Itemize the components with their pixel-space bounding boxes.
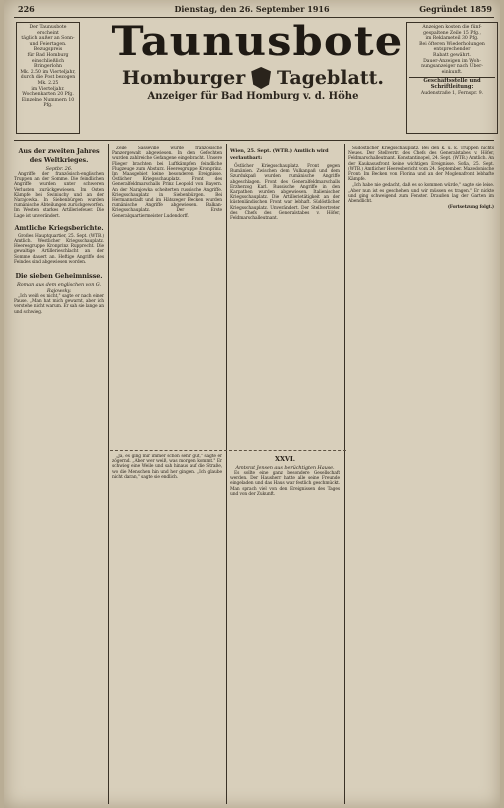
advert-line: Rabatt gewährt. (433, 52, 471, 58)
feuilleton-text: Es sollte eine ganz besondere Gesellschaft werden. Der Hausherr hatte alle seine Freunde eingeladen und das Haus war festlich geschmückt. Man sprach viel von den Ereignissen des Tages und von der Zukunft. (230, 471, 340, 497)
column-4-text-2: „Ich habe nie gedacht, daß es so kommen würde," sagte sie leise. „Aber nun ist es geschehen und wir müssen es tragen." Er nickte und ging schweigend zum Fenster. Draußen lag der Garten im Abendlicht. (348, 183, 494, 205)
subscription-line: Wochenkarten 20 Pfg. (22, 92, 74, 98)
subscription-line: für Bad Homburg (27, 52, 69, 58)
advert-line: einkunft. (441, 69, 463, 75)
column-separator (108, 144, 109, 804)
advert-line: Bei öfteren Wiederholungen (419, 41, 485, 47)
newspaper-subtitle (122, 66, 384, 90)
column-4-text: Südöstlicher Kriegsschauplatz. Bei den k. u. k. Truppen nichts Neues. Der Stellvertr. des Chefs des Generalstabes v. Höfer, Feldmarschalleutnant. Konstantinopel, 24. Sept. (WTB.) Amtlich. An der Kaukasusfront keine wichtigen Ereignisse. Sofia, 25. Sept. (WTB.) Amtlicher Heeresbericht vom 24. September. Mazedonische Front: Im Becken von Florina und an der Moglenafront lebhafte Kämpfe. (348, 146, 494, 183)
subscription-line: täglich außer an Sonn- (21, 36, 75, 42)
official-reports-heading: Amtliche Kriegsberichte. (14, 223, 104, 232)
column-2-lower (112, 454, 222, 804)
advert-lines (409, 25, 495, 75)
column-1 (14, 146, 104, 806)
subscription-line: Mk. 2.25 (37, 80, 59, 86)
masthead (111, 18, 404, 130)
issue-date: Dienstag, den 26. September 1916 (174, 4, 330, 14)
feuilleton-chapter: XXVI. (275, 455, 295, 463)
subscription-line: einschließlich Bringerlohn (31, 58, 65, 70)
war-chronicle-heading-2: des Weltkrieges. (29, 156, 89, 164)
issue-header (4, 4, 500, 16)
masthead-rule (14, 140, 494, 141)
advert-line: Anzeigen kosten die fünf- (422, 25, 482, 30)
vienna-report-heading: Wien, 25. Sept. (WTB.) Amtlich wird verlautbart: (230, 148, 329, 161)
column-separator (344, 144, 345, 804)
feuilleton-rule (110, 450, 346, 451)
column-3 (230, 146, 340, 446)
subscription-line: durch die Post bezogen (20, 75, 76, 81)
subscription-line: Einzelne Nummern 10 Pfg. (21, 97, 75, 109)
advert-line: gespaltene Zeile 15 Pfg., (423, 30, 481, 36)
page-number: 226 (18, 4, 35, 14)
advert-line: entsprechender (433, 47, 471, 53)
war-chronicle-date: Septbr. 26. (45, 166, 73, 172)
official-reports-text: Großes Hauptquartier, 25. Sept. (WTB.) Amtlich. Westlicher Kriegsschauplatz. Heeresgruppe Kronprinz Rupprecht. Die gewaltige Artillerieschlacht an der Somme dauert an. Heftige Angriffe des Feindes sind abgewiesen worden. (14, 233, 104, 265)
war-chronicle-heading: Aus der zweiten Jahres (18, 147, 100, 155)
subscription-box (16, 22, 80, 134)
column-2-lower-text: „Ja, es ging mir immer schon sehr gut," sagte er zögernd. „Aber wer weiß, was morgen kommt." Er schwieg eine Weile und sah hinaus auf die Straße, wo die Menschen hin und her gingen. „Ich glaube nicht daran," sagte sie endlich. (112, 454, 222, 480)
war-chronicle-text: Angriffe der französisch-englischen Truppen an der Somme. Die feindlichen Angriffe wurden unter schweren Verlusten zurückgewiesen. Im Osten Kämpfe bei Swiniuchy und an der Narajowka. In Siebenbürgen wurden rumänische Abteilungen zurückgeworfen. Im Westen starkes Artilleriefeuer. Die Lage ist unverändert. (14, 172, 104, 219)
column-2 (112, 146, 222, 446)
subscription-line: Bezugspreis (33, 47, 63, 53)
column-4 (348, 146, 494, 806)
crest-icon (251, 67, 271, 89)
advert-line: nungsanzeiger nach Über- (421, 64, 483, 70)
advert-box (406, 22, 498, 134)
subscription-line: Der Taunusbote erscheint (29, 25, 67, 36)
advert-line: im Reklameteil 30 Pfg. (425, 36, 479, 42)
feuilleton-subtitle: Amtsrat Jensen aus berüchtigten Hause. (235, 465, 335, 471)
subscription-line: Mk. 2.50 im Vierteljahr, (20, 69, 76, 75)
continuation-note: (Fortsetzung folgt.) (447, 205, 494, 211)
newspaper-tagline: Anzeiger für Bad Homburg v. d. Höhe (147, 91, 359, 102)
founded-label: Gegründet 1859 (419, 4, 492, 14)
serial-novel-heading: Die sieben Geheimnisse. (15, 272, 103, 281)
subtitle-left: Homburger (122, 67, 246, 89)
subtitle-right: Tageblatt. (277, 67, 384, 89)
serial-novel-text: „Ich weiß es nicht," sagte er nach einer Pause. „Man hat mich gewarnt, aber ich verstehe nicht warum. Er sah sie lange an und schwieg. (14, 294, 104, 315)
subscription-line: im Vierteljahr. (31, 86, 65, 92)
vienna-report-text: Östlicher Kriegsschauplatz. Front gegen Rumänien. Zwischen dem Vulkanpaß und dem Szurdukpaß wurden rumänische Angriffe abgeschlagen. Front des Generalfeldmarschalls Erzherzog Karl. Russische Angriffe in den Karpathen wurden abgewiesen. Italienischer Kriegsschauplatz. Die Artillerietätigkeit an der küstenländischen Front war lebhaft. Südöstlicher Kriegsschauplatz. Unverändert. Der Stellvertreter des Chefs des Generalstabes v. Höfer, Feldmarschalleutnant. (230, 164, 340, 222)
feuilleton (230, 454, 340, 804)
subscription-line: und Feiertagen. (29, 41, 67, 47)
advert-line: Dauer-Anzeigen im Woh- (423, 58, 481, 64)
column-separator (226, 144, 227, 804)
newspaper-title: Taunusbote (111, 18, 404, 65)
newspaper-page (4, 0, 500, 808)
subscription-lines (19, 25, 77, 109)
column-2-text: Zeile Sasseville wurde französische Panzergewalt abgewiesen. In den Gefechten wurden zahlreiche Gefangene eingebracht. Unsere Flieger brachten bei Luftkämpfen feindliche Flugzeuge zum Absturz. Heeresgruppe Kronprinz. Im Maasgebiet keine besonderen Ereignisse. Östlicher Kriegsschauplatz. Front des Generalfeldmarschalls Prinz Leopold von Bayern. An der Narajowka scheiterten russische Angriffe. Kriegsschauplatz in Siebenbürgen. Bei Hermannstadt und im Hätszeger Becken wurden rumänische Angriffe abgewiesen. Balkan-Kriegsschauplatz. Der Erste Generalquartiermeister Ludendorff. (112, 146, 222, 219)
serial-novel-byline: Roman aus dem englischen von G. Rajowsky. (16, 282, 102, 295)
office-title: Geschäftsstelle und Schriftleitung: (423, 78, 481, 90)
office-address: Audenstraße 1, Fernspr. 9. (420, 90, 484, 96)
